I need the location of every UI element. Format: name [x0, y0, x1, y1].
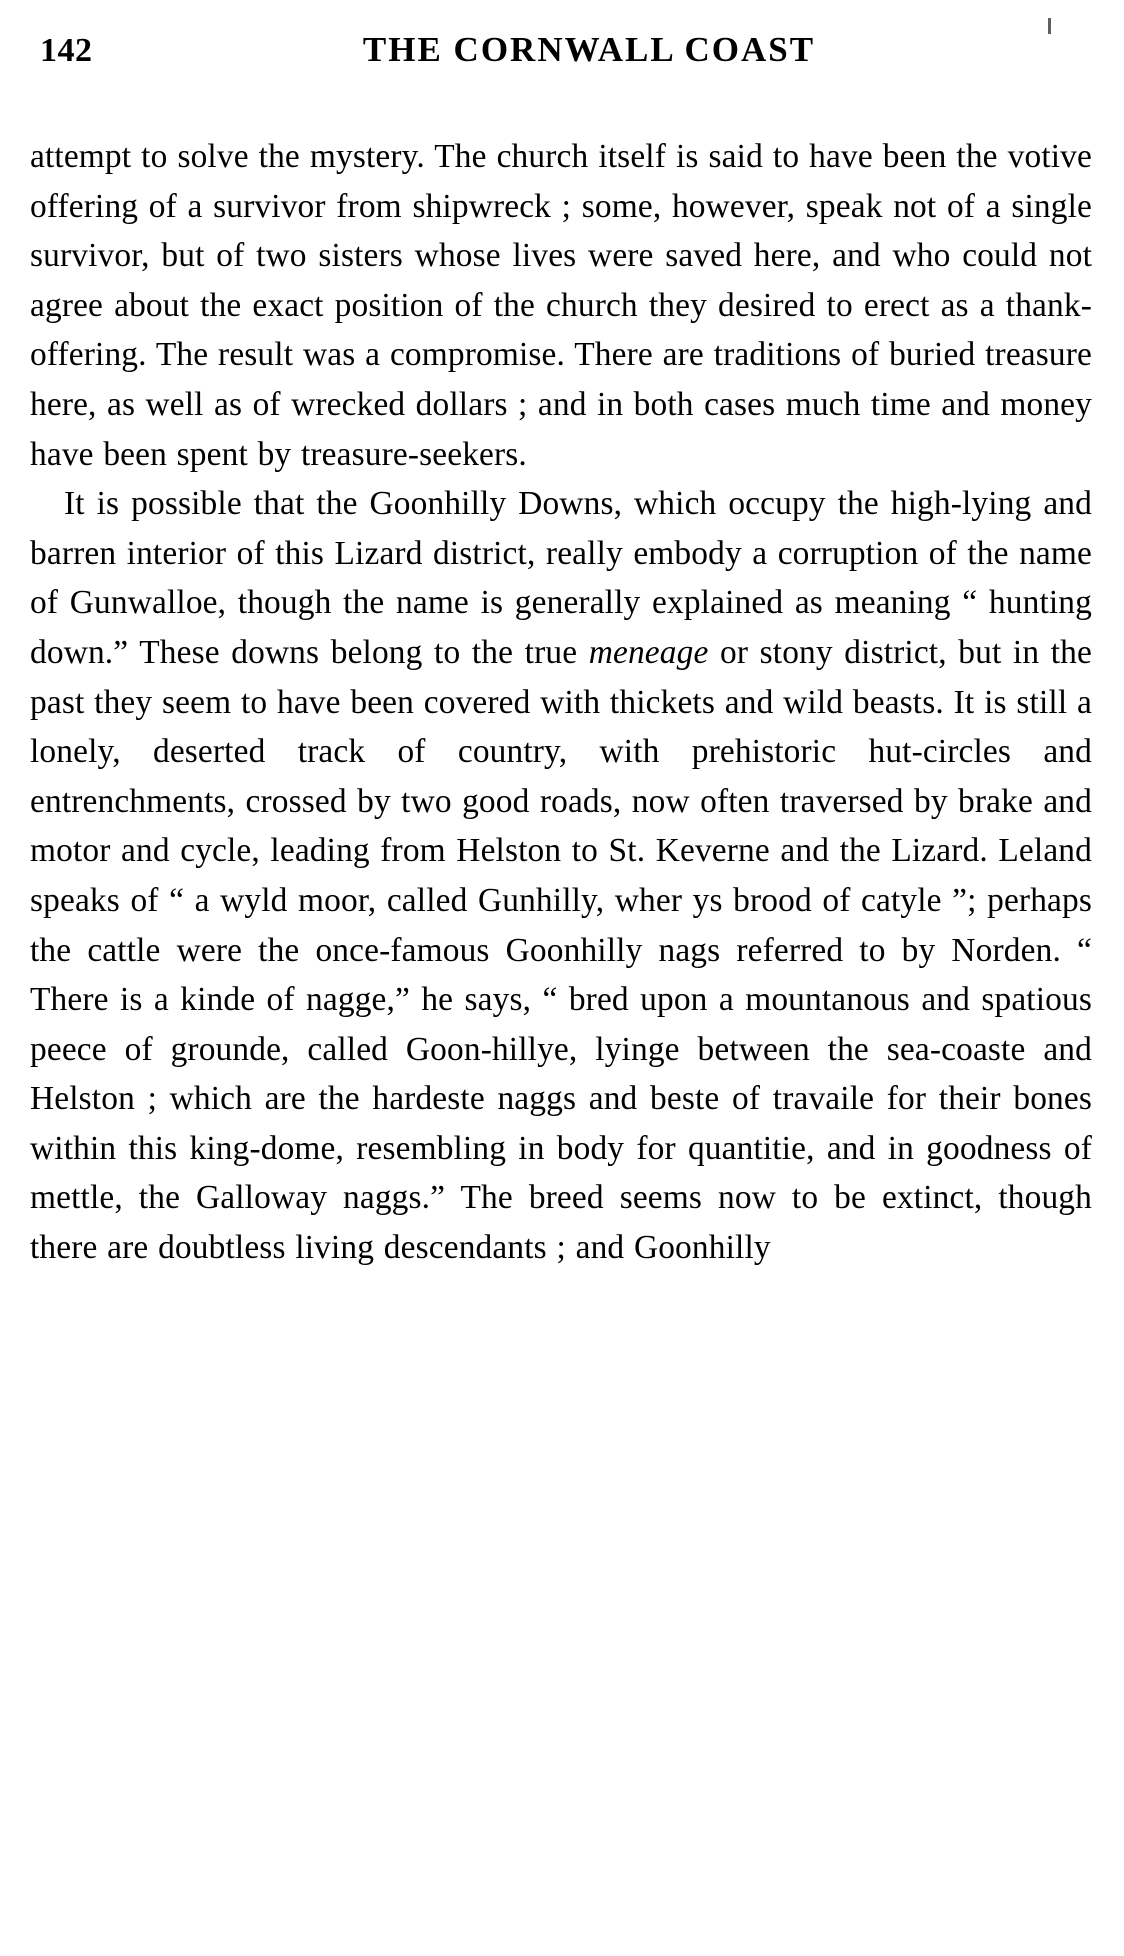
page-number: 142 — [40, 32, 93, 69]
page-header — [36, 30, 1088, 82]
running-head-title: THE CORNWALL COAST — [362, 30, 816, 69]
paragraph-2: It is possible that the Goonhilly Downs, which occupy the high-lying and barren interior of this Lizard district, really embody a corruption of the name of Gunwalloe, though the name is generally explained as meaning “ hunting down.” These downs belong to the true meneage or stony district, but in the past they seem to have been covered with thickets and wild beasts. It is still a lonely, deserted track of country, with prehistoric hut-circles and entrenchments, crossed by two good roads, now often traversed by brake and motor and cycle, leading from Helston to St. Keverne and the Lizard. Leland speaks of “ a wyld moor, called Gunhilly, wher ys brood of catyle ”; perhaps the cattle were the once-famous Goonhilly nags referred to by Norden. “ There is a kinde of nagge,” he says, “ bred upon a mountanous and spatious peece of grounde, called Goon-hillye, lyinge between the sea-coaste and Helston ; which are the hardeste naggs and beste of travaile for their bones within this king-dome, resembling in body for quantitie, and in goodness of mettle, the Galloway naggs.” The breed seems now to be extinct, though there are doubtless living descendants ; and Goonhilly — [30, 485, 1092, 1267]
paragraph-1: attempt to solve the mystery. The church itself is said to have been the votive offering of a survivor from shipwreck ; some, however, speak not of a single survivor, but of two sisters whose lives were saved here, and who could not agree about the exact position of the church they desired to erect as a thank-offering. The result was a compromise. There are traditions of buried treasure here, as well as of wrecked dollars ; and in both cases much time and money have been spent by treasure-seekers. — [30, 138, 1092, 473]
page-body — [30, 132, 1092, 1273]
